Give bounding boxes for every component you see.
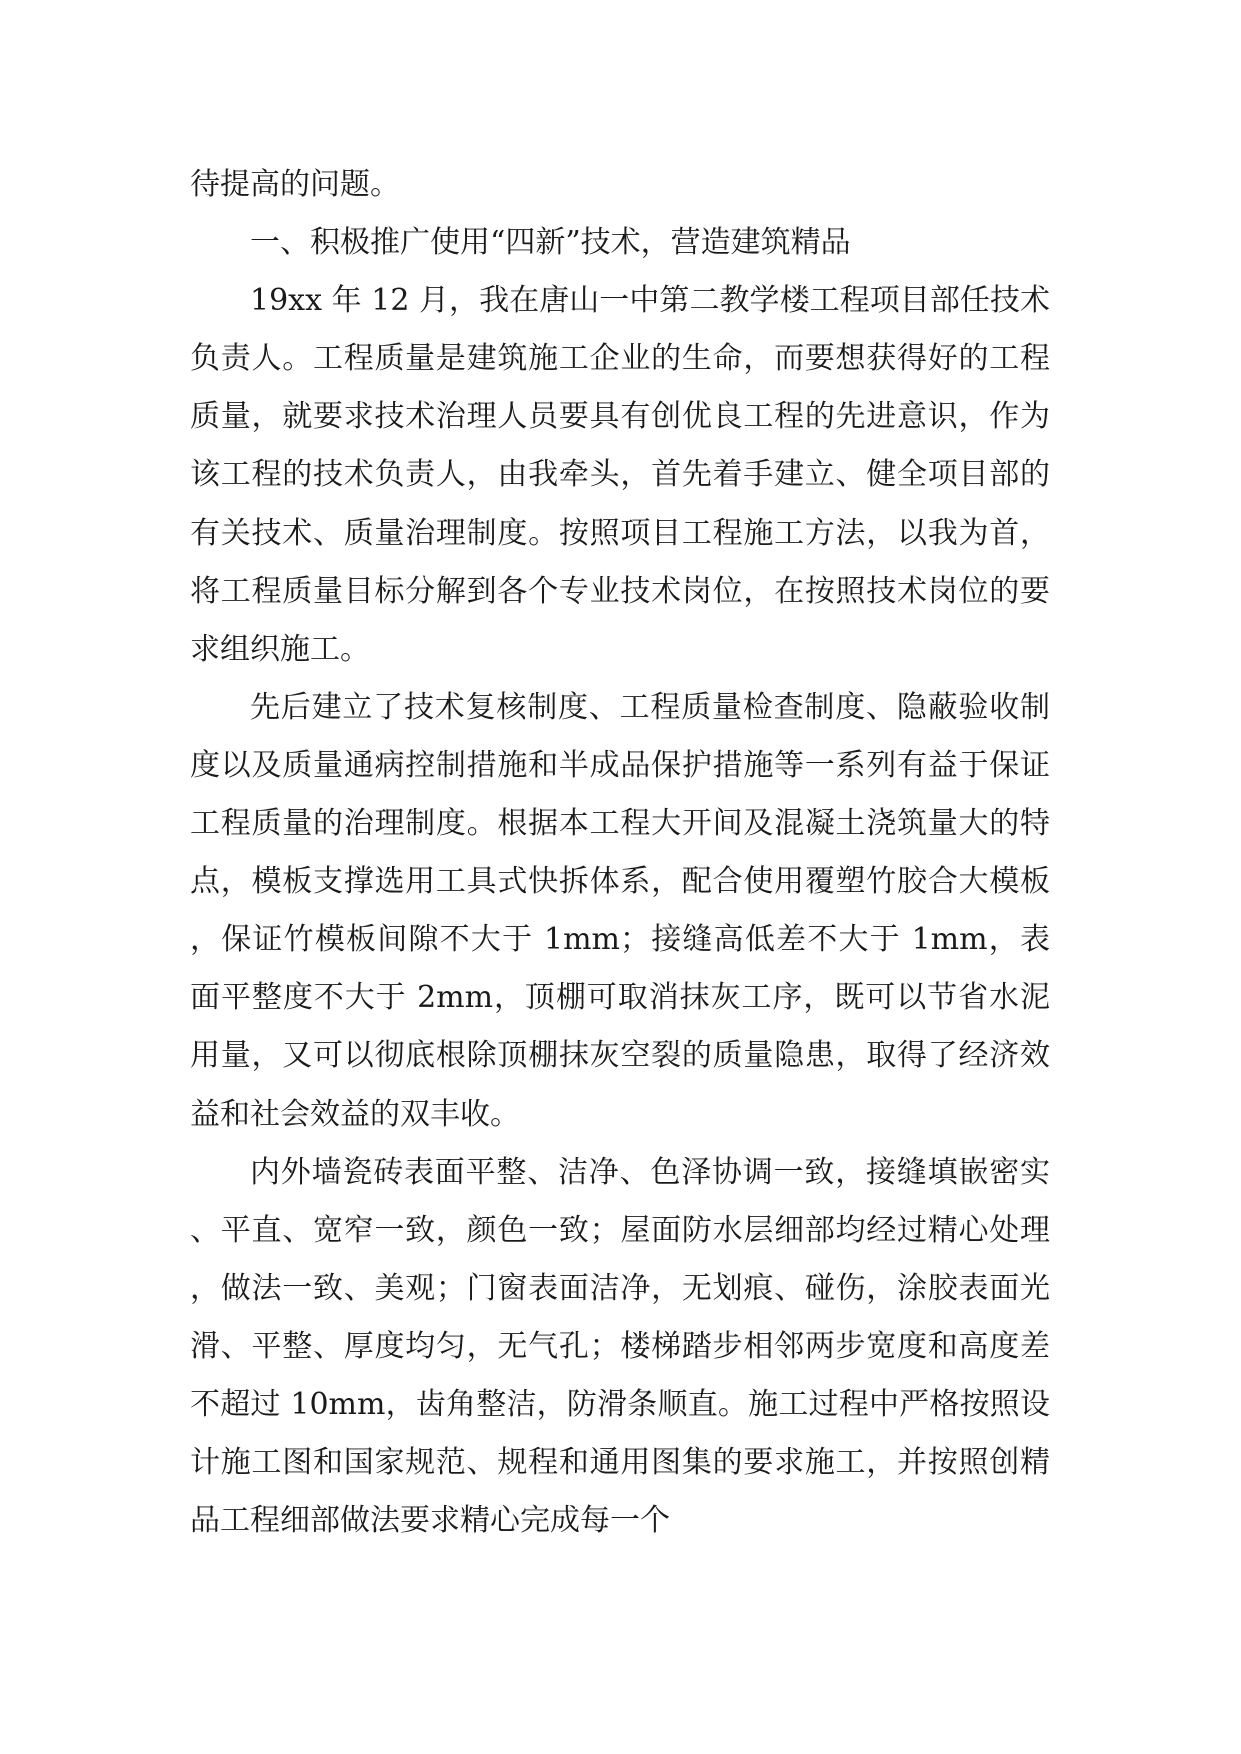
paragraph-continuation: 待提高的问题。 [190, 167, 400, 202]
section-heading: 一、积极推广使用“四新”技术，营造建筑精品 [250, 225, 851, 261]
document-body [190, 156, 1050, 1550]
paragraph: 19xx 年 12 月，我在唐山一中第二教学楼工程项目部任技术负责人。工程质量是建筑施工企业的生命，而要想获得好的工程质量，就要求技术治理人员要具有创优良工程的先进意识，作为该工程的技术负责人，由我牵头，首先着手建立、健全项目部的有关技术、质量治理制度。按照项目工程施工方法，以我为首，将工程质量目标分解到各个专业技术岗位，在按照技术岗位的要求组织施工。 [190, 283, 1050, 667]
paragraph: 内外墙瓷砖表面平整、洁净、色泽协调一致，接缝填嵌密实、平直、宽窄一致，颜色一致；屋面防水层细部均经过精心处理，做法一致、美观；门窗表面洁净，无划痕、碰伤，涂胶表面光滑、平整、厚度均匀，无气孔；楼梯踏步相邻两步宽度和高度差不超过 10mm，齿角整洁，防滑条顺直。施工过程中严格按照设计施工图和国家规范、规程和通用图集的要求施工，并按照创精品工程细部做法要求精心完成每一个 [190, 1154, 1050, 1539]
paragraph: 先后建立了技术复核制度、工程质量检查制度、隐蔽验收制度以及质量通病控制措施和半成品保护措施等一系列有益于保证工程质量的治理制度。根据本工程大开间及混凝土浇筑量大的特点，模板支撑选用工具式快拆体系，配合使用覆塑竹胶合大模板，保证竹模板间隙不大于 1mm；接缝高低差不大于 1mm，表面平整度不大于 2mm，顶棚可取消抹灰工序，既可以节省水泥用量，又可以彻底根除顶棚抹灰空裂的质量隐患，取得了经济效益和社会效益的双丰收。 [190, 689, 1050, 1132]
